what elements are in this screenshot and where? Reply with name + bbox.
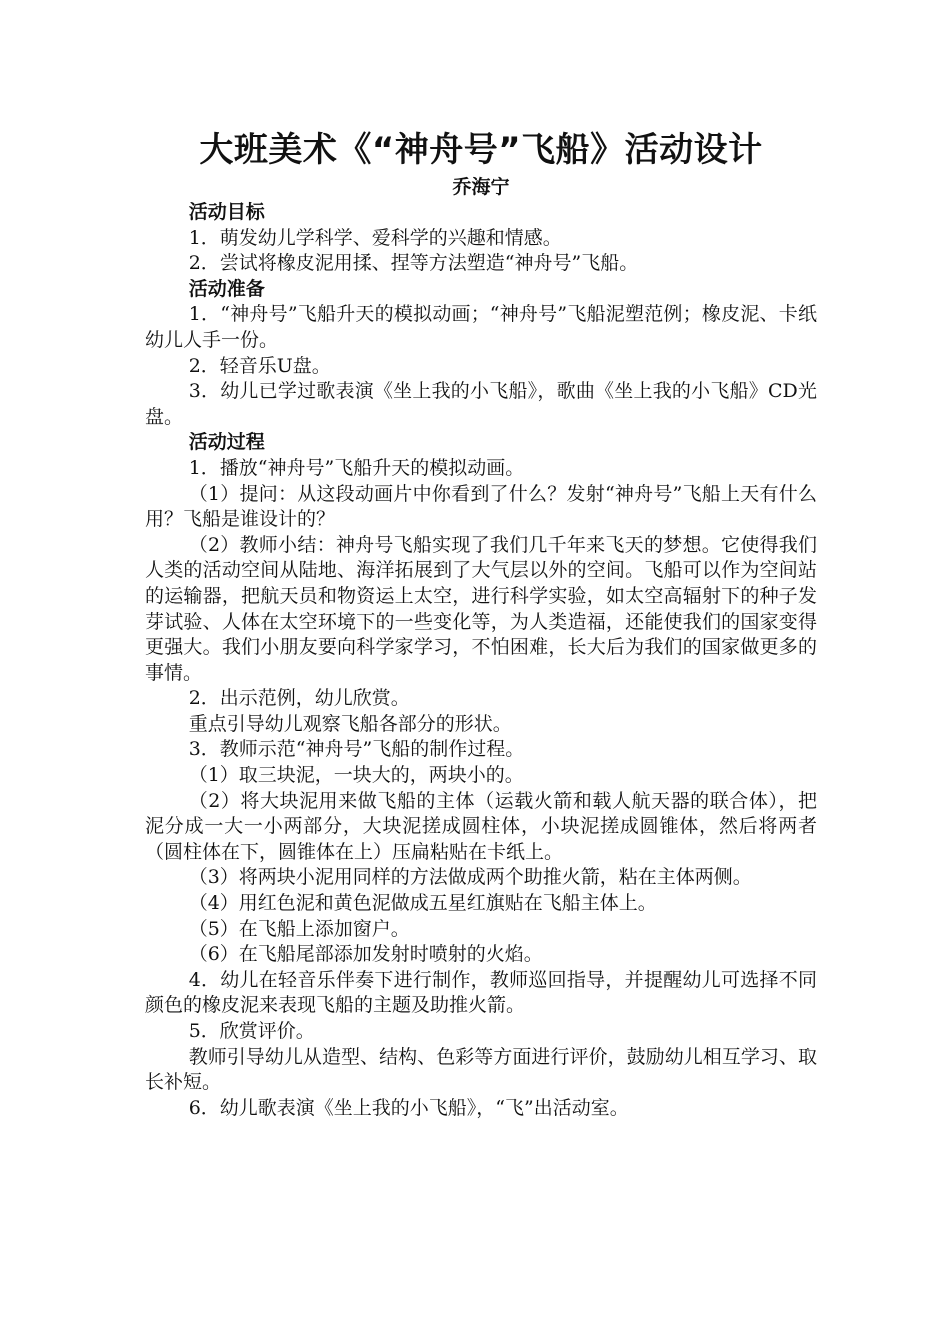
paragraph: （2）将大块泥用来做飞船的主体（运载火箭和载人航天器的联合体），把泥分成一大一小两部分，大块泥搓成圆柱体，小块泥搓成圆锥体，然后将两者（圆柱体在下，圆锥体在上）压扁粘贴在卡纸上。 bbox=[145, 789, 817, 863]
paragraph: 2．尝试将橡皮泥用揉、捏等方法塑造“神舟号”飞船。 bbox=[188, 252, 639, 275]
paragraph: （1）取三块泥，一块大的，两块小的。 bbox=[188, 764, 524, 787]
paragraph: 2．轻音乐U盘。 bbox=[188, 354, 331, 377]
section-heading-process: 活动过程 bbox=[188, 431, 265, 454]
section-heading-prep: 活动准备 bbox=[188, 277, 265, 300]
document-author: 乔海宁 bbox=[452, 176, 510, 198]
paragraph: 6．幼儿歌表演《坐上我的小飞船》，“飞”出活动室。 bbox=[188, 1096, 629, 1119]
paragraph: （2）教师小结：神舟号飞船实现了我们几千年来飞天的梦想。它使得我们人类的活动空间从陆地、海洋拓展到了大气层以外的空间。飞船可以作为空间站的运输器，把航天员和物资运上太空，进行科学实验，如太空高辐射下的种子发芽试验、人体在太空环境下的一些变化等，为人类造福，还能使我们的国家变得更强大。我们小朋友要向科学家学习，不怕困难，长大后为我们的国家做更多的事情。 bbox=[145, 533, 817, 684]
paragraph: （4）用红色泥和黄色泥做成五星红旗贴在飞船主体上。 bbox=[188, 892, 657, 915]
paragraph: 3．幼儿已学过歌表演《坐上我的小飞船》，歌曲《坐上我的小飞船》CD光盘。 bbox=[145, 380, 817, 428]
paragraph: 1．播放“神舟号”飞船升天的模拟动画。 bbox=[188, 456, 525, 479]
paragraph: 2．出示范例，幼儿欣赏。 bbox=[188, 687, 410, 710]
document-body bbox=[145, 126, 817, 1121]
paragraph: （3）将两块小泥用同样的方法做成两个助推火箭，粘在主体两侧。 bbox=[188, 866, 752, 889]
document-title: 大班美术《“神舟号”飞船》活动设计 bbox=[199, 130, 763, 170]
paragraph: 1．萌发幼儿学科学、爱科学的兴趣和情感。 bbox=[188, 226, 562, 249]
paragraph: （6）在飞船尾部添加发射时喷射的火焰。 bbox=[188, 943, 543, 966]
paragraph: 4．幼儿在轻音乐伴奏下进行制作，教师巡回指导，并提醒幼儿可选择不同颜色的橡皮泥来表现飞船的主题及助推火箭。 bbox=[145, 968, 817, 1017]
paragraph: 教师引导幼儿从造型、结构、色彩等方面进行评价，鼓励幼儿相互学习、取长补短。 bbox=[145, 1045, 817, 1094]
paragraph: （1）提问：从这段动画片中你看到了什么？发射“神舟号”飞船上天有什么用？飞船是谁设计的？ bbox=[145, 482, 817, 531]
paragraph: （5）在飞船上添加窗户。 bbox=[188, 917, 410, 940]
section-heading-goals: 活动目标 bbox=[188, 201, 265, 223]
paragraph: 3．教师示范“神舟号”飞船的制作过程。 bbox=[188, 738, 525, 761]
paragraph: 1．“神舟号”飞船升天的模拟动画；“神舟号”飞船泥塑范例；橡皮泥、卡纸幼儿人手一份。 bbox=[145, 303, 817, 351]
paragraph: 重点引导幼儿观察飞船各部分的形状。 bbox=[188, 712, 512, 735]
paragraph: 5．欣赏评价。 bbox=[188, 1020, 315, 1042]
